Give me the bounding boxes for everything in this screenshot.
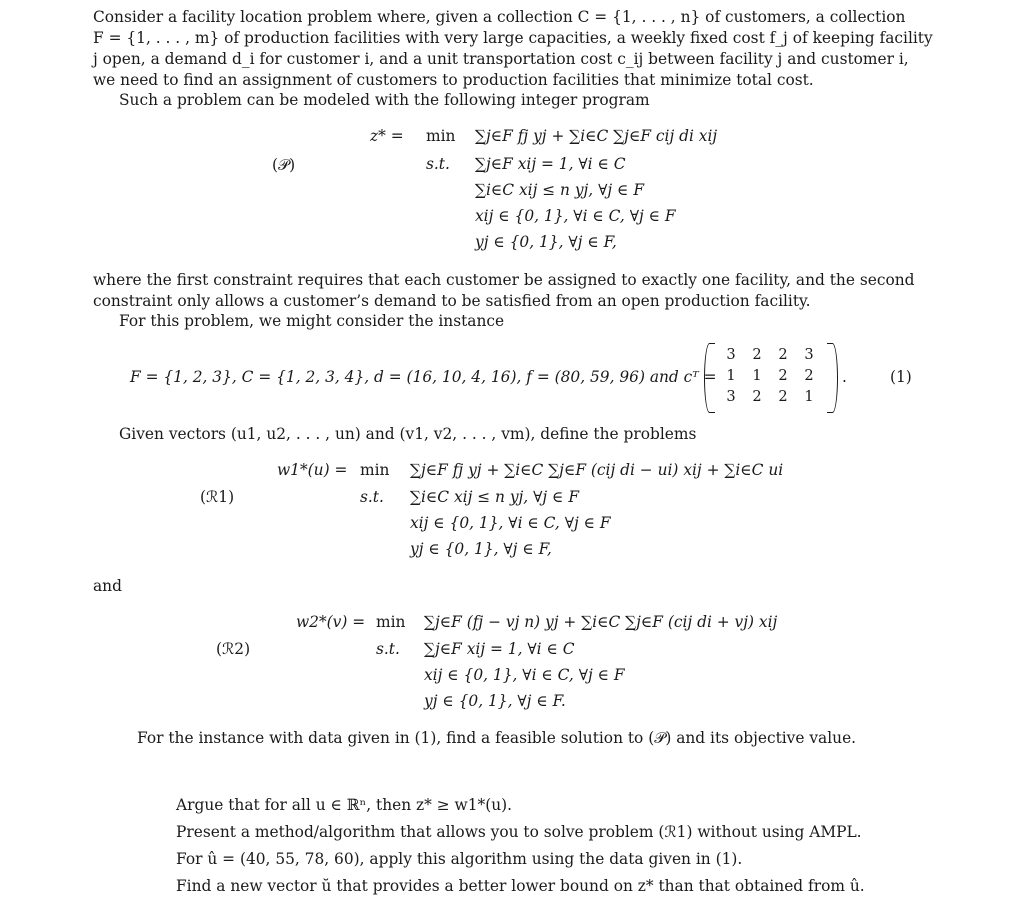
problem-r2-row: ∑j∈F xij = 1, ∀i ∈ C [424,640,575,658]
instance-text: F = {1, 2, 3}, C = {1, 2, 3, 4}, d = (16, 10, 4, 16), f = (80, 59, 96) and cᵀ = [130,368,717,386]
problem-r2-op: s.t. [376,640,400,658]
constraint-explanation [93,270,915,312]
problem-r1-row: yj ∈ {0, 1}, ∀j ∈ F, [410,540,552,558]
matrix-cell: 3 [726,388,736,405]
problem-r1-row: xij ∈ {0, 1}, ∀i ∈ C, ∀j ∈ F [410,514,611,532]
problem-r1-op: min [360,461,390,479]
intro-paragraph [93,7,933,91]
problem-r1-op: s.t. [360,488,384,506]
matrix-row [718,365,822,386]
problem-r1-tag: (ℛ1) [200,488,235,506]
matrix-table [718,344,822,407]
matrix-row [718,386,822,407]
problem-p-row: ∑j∈F xij = 1, ∀i ∈ C [475,155,626,173]
explanation-line: constraint only allows a customer’s demand to be satisfied from an open production facility. [93,292,811,310]
matrix-cell: 1 [804,388,814,405]
problem-p-row: xij ∈ {0, 1}, ∀i ∈ C, ∀j ∈ F [475,207,676,225]
matrix-cell: 3 [804,346,814,363]
problem-r1-row: ∑j∈F fj yj + ∑i∈C ∑j∈F (cij di − ui) xij + ∑i∈C ui [410,461,784,479]
task-item: For û = (40, 55, 78, 60), apply this algorithm using the data given in (1). [176,850,743,868]
intro-line: we need to find an assignment of customers to production facilities that minimize total cost. [93,71,814,89]
matrix-cell: 1 [752,367,762,384]
matrix-cell: 1 [726,367,736,384]
intro-line: j open, a demand d_i for customer i, and a unit transportation cost c_ij between facility j and customer i, [93,50,909,68]
matrix-cell: 2 [778,388,788,405]
matrix-left-paren [704,343,715,413]
explanation-line: where the first constraint requires that each customer be assigned to exactly one facility, and the second [93,271,915,289]
define-text: Given vectors (u1, u2, . . . , un) and (v1, v2, . . . , vm), define the problems [119,425,697,443]
problem-r2-lhs: w2*(v) = [296,613,366,631]
matrix-cell: 3 [726,346,736,363]
problem-r2-row: yj ∈ {0, 1}, ∀j ∈ F. [424,692,566,710]
matrix-cell: 2 [752,388,762,405]
matrix-cell: 2 [804,367,814,384]
problem-r2-tag: (ℛ2) [216,640,251,658]
problem-r2-op: min [376,613,406,631]
matrix-row [718,344,822,365]
problem-r2-row: ∑j∈F (fj − vj n) yj + ∑i∈C ∑j∈F (cij di + vj) xij [424,613,778,631]
problem-p-row: ∑j∈F fj yj + ∑i∈C ∑j∈F cij di xij [475,127,718,145]
problem-p-op: min [426,127,456,145]
matrix-right-paren [827,343,838,413]
problem-p-row: ∑i∈C xij ≤ n yj, ∀j ∈ F [475,181,644,199]
problem-p-tag: (𝒫) [272,156,296,174]
problem-r1-row: ∑i∈C xij ≤ n yj, ∀j ∈ F [410,488,579,506]
task-item: Present a method/algorithm that allows you to solve problem (ℛ1) without using AMPL. [176,823,862,841]
task-instance: For the instance with data given in (1), find a feasible solution to (𝒫) and its objective value. [137,729,857,747]
instance-intro: For this problem, we might consider the instance [119,312,505,330]
intro-line: Consider a facility location problem where, given a collection C = {1, . . . , n} of customers, a collection [93,8,906,26]
task-item: Find a new vector ŭ that provides a better lower bound on z* than that obtained from û. [176,877,865,895]
cost-matrix [704,343,838,413]
equation-number: (1) [890,368,912,386]
problem-r2-row: xij ∈ {0, 1}, ∀i ∈ C, ∀j ∈ F [424,666,625,684]
matrix-cell: 2 [752,346,762,363]
matrix-cell: 2 [778,346,788,363]
model-intro: Such a problem can be modeled with the following integer program [119,91,650,109]
and-text: and [93,577,122,595]
task-item: Argue that for all u ∈ ℝⁿ, then z* ≥ w1*(u). [176,796,513,814]
matrix-cell: 2 [778,367,788,384]
intro-line: F = {1, . . . , m} of production facilities with very large capacities, a weekly fixed cost f_j of keeping facility [93,29,933,47]
problem-r1-lhs: w1*(u) = [277,461,348,479]
instance-trailing: . [842,368,847,386]
problem-p-lhs: z* = [370,127,404,145]
problem-p-row: yj ∈ {0, 1}, ∀j ∈ F, [475,233,617,251]
problem-p-op: s.t. [426,155,450,173]
